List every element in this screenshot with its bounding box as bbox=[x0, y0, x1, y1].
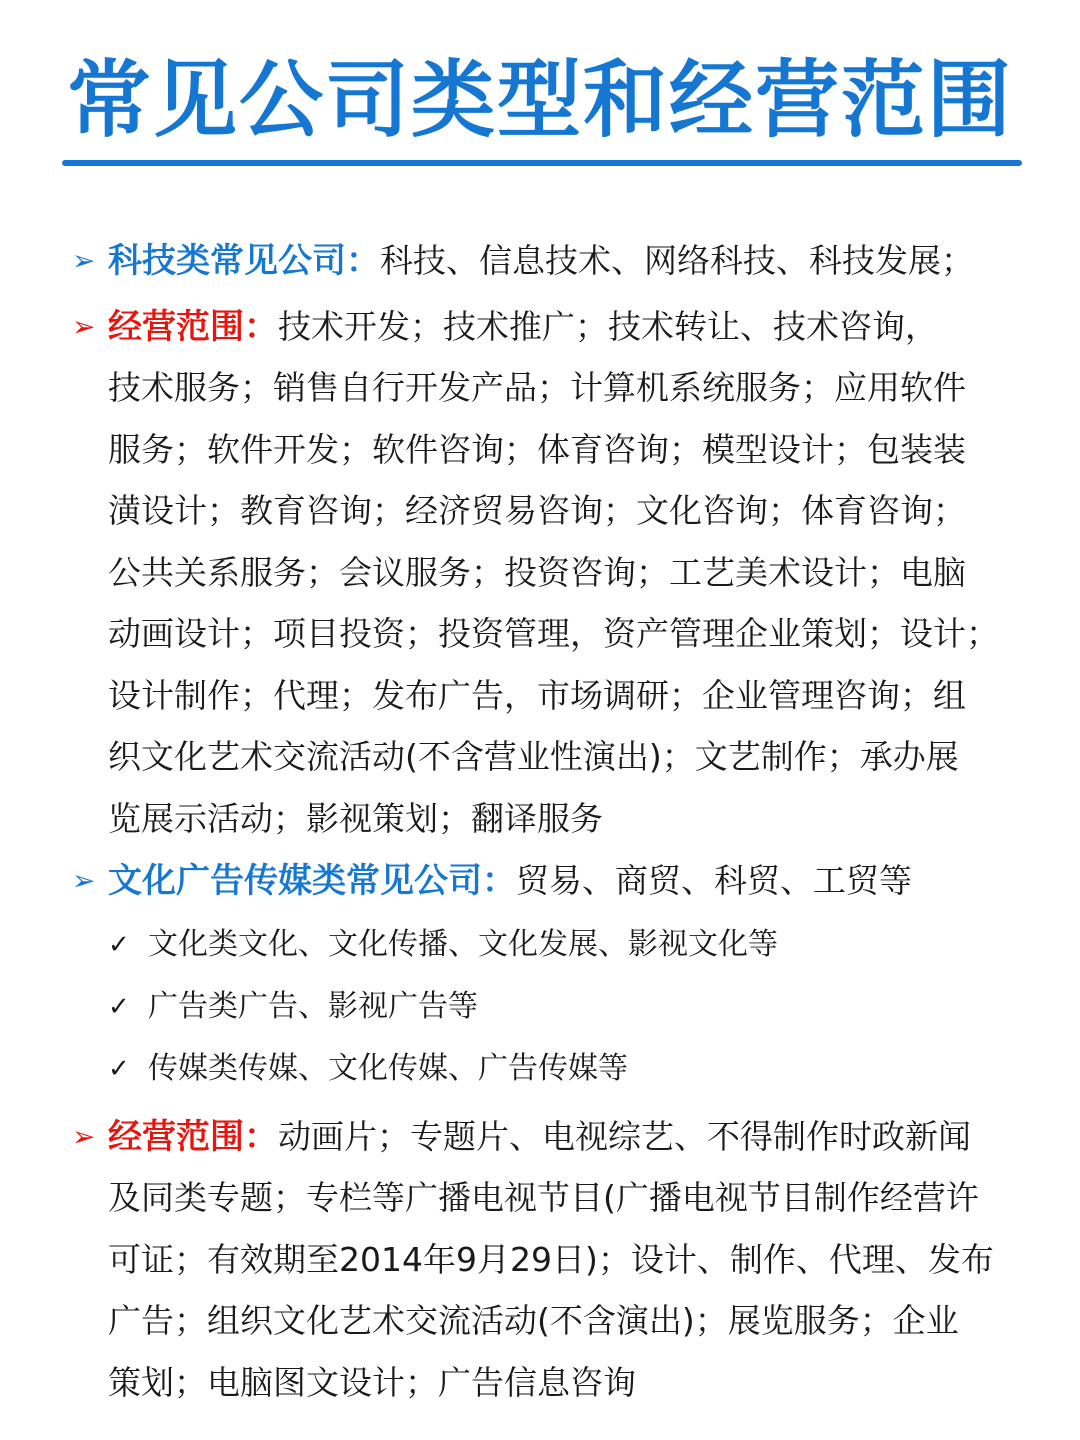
scope1-label: 经营范围： bbox=[108, 307, 278, 347]
section2-item: 广告类广告、影视广告等 bbox=[148, 989, 478, 1024]
arrow-right-icon: ➢ bbox=[72, 244, 96, 277]
section2-row bbox=[108, 850, 1018, 913]
section2-item: 文化类文化、文化传播、文化发展、影视文化等 bbox=[148, 927, 778, 962]
scope1-line: 织文化艺术交流活动(不含营业性演出)；文艺制作；承办展 bbox=[108, 737, 959, 776]
scope2-first-row bbox=[108, 1106, 1018, 1169]
scope2-line: 可证；有效期至2014年9月29日)；设计、制作、代理、发布 bbox=[108, 1240, 994, 1279]
scope1-line: 服务；软件开发；软件咨询；体育咨询；模型设计；包装装 bbox=[108, 430, 966, 469]
page-title: 常见公司类型和经营范围 bbox=[66, 51, 1013, 149]
scope1-line: 览展示活动；影视策划；翻译服务 bbox=[108, 799, 603, 838]
section1-label: 科技类常见公司： bbox=[108, 241, 380, 281]
scope2-line: 策划；电脑图文设计；广告信息咨询 bbox=[108, 1363, 636, 1402]
scope1-first-row bbox=[108, 296, 1018, 359]
arrow-right-icon: ➢ bbox=[72, 864, 96, 897]
scope1-line: 潢设计；教育咨询；经济贸易咨询；文化咨询；体育咨询； bbox=[108, 491, 966, 530]
scope2-line: 广告；组织文化艺术交流活动(不含演出)；展览服务；企业 bbox=[108, 1301, 959, 1340]
scope1-line: 公共关系服务；会议服务；投资咨询；工艺美术设计；电脑 bbox=[108, 553, 966, 592]
scope2-first-line: 动画片；专题片、电视综艺、不得制作时政新闻 bbox=[278, 1117, 971, 1156]
title-divider bbox=[62, 160, 1022, 166]
section2-label: 文化广告传媒类常见公司： bbox=[108, 861, 516, 901]
scope1-line: 技术服务；销售自行开发产品；计算机系统服务；应用软件 bbox=[108, 368, 966, 407]
scope2-line: 及同类专题；专栏等广播电视节目(广播电视节目制作经营许 bbox=[108, 1178, 979, 1217]
section1-row bbox=[108, 230, 1018, 293]
section2-item: 传媒类传媒、文化传媒、广告传媒等 bbox=[148, 1051, 628, 1086]
arrow-right-icon: ➢ bbox=[72, 1120, 96, 1153]
check-icon: ✓ bbox=[108, 930, 130, 960]
scope1-line: 动画设计；项目投资；投资管理，资产管理企业策划；设计； bbox=[108, 614, 999, 653]
arrow-right-icon: ➢ bbox=[72, 310, 96, 343]
check-icon: ✓ bbox=[108, 992, 130, 1022]
section2-text: 贸易、商贸、科贸、工贸等 bbox=[516, 861, 912, 900]
check-icon: ✓ bbox=[108, 1054, 130, 1084]
scope1-line: 设计制作；代理；发布广告，市场调研；企业管理咨询；组 bbox=[108, 676, 966, 715]
scope1-first-line: 技术开发；技术推广；技术转让、技术咨询， bbox=[278, 307, 938, 346]
section1-text: 科技、信息技术、网络科技、科技发展； bbox=[380, 241, 974, 280]
scope2-label: 经营范围： bbox=[108, 1117, 278, 1157]
